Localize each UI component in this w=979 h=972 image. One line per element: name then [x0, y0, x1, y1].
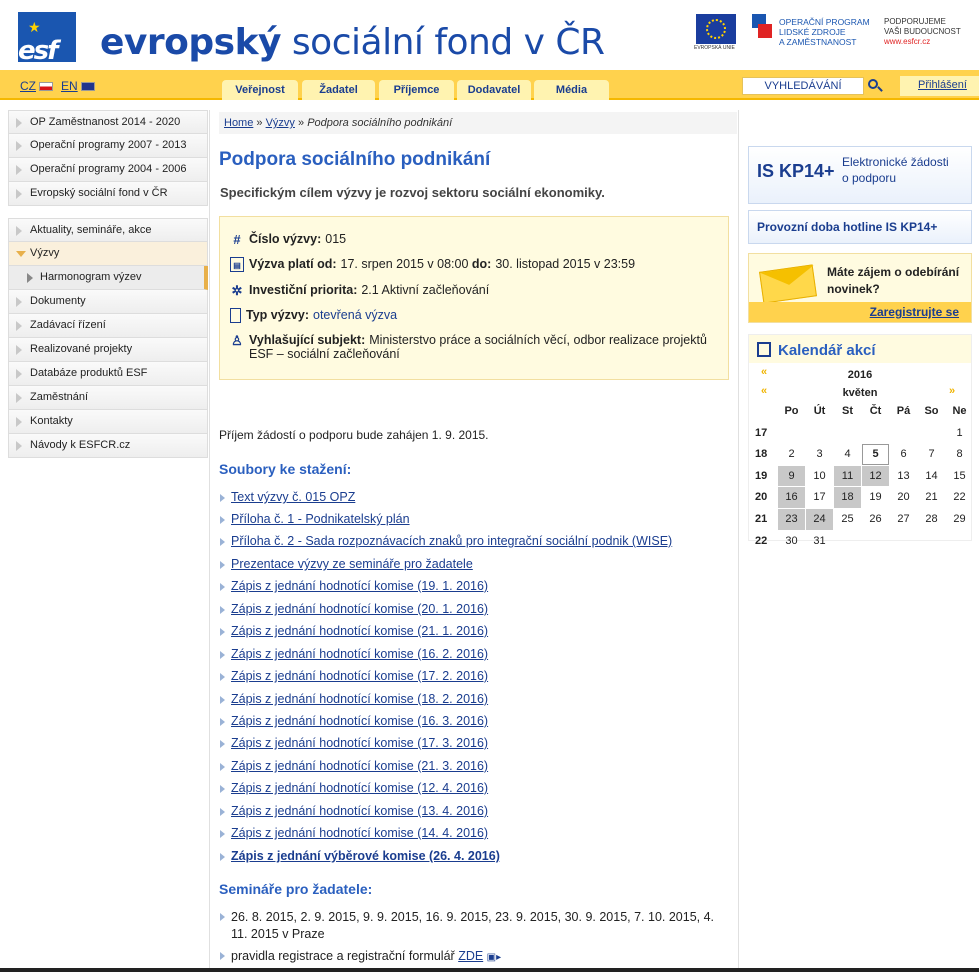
search-button[interactable] — [864, 76, 886, 96]
document-icon — [230, 308, 241, 323]
calendar-day[interactable]: 4 — [844, 448, 851, 461]
calendar-day[interactable]: 11 — [834, 466, 861, 487]
info-value: 015 — [325, 232, 347, 246]
calendar-empty — [918, 531, 945, 552]
sidebar-item-label: Zadávací řízení — [30, 319, 106, 331]
arrow-right-icon — [16, 345, 22, 355]
download-link[interactable]: Zápis z jednání hodnotící komise (20. 1. 2016) — [219, 602, 488, 616]
weekday-header: Pá — [896, 405, 911, 417]
tab-verejnost[interactable]: Veřejnost — [222, 80, 298, 100]
breadcrumb — [219, 112, 737, 134]
tab-zadatel[interactable]: Žadatel — [302, 80, 375, 100]
arrow-right-icon — [16, 321, 22, 331]
sidebar-item-label: OP Zaměstnanost 2014 - 2020 — [30, 116, 181, 128]
info-label: Typ výzvy: — [246, 308, 309, 322]
seminar-registration — [219, 948, 501, 966]
download-link[interactable]: Zápis z jednání výběrové komise (26. 4. 2016) — [219, 849, 500, 863]
intro-text: Příjem žádostí o podporu bude zahájen 1. 9. 2015. — [219, 428, 489, 442]
sidebar-item-label: Operační programy 2004 - 2006 — [30, 163, 187, 175]
seminar-reg-text: pravidla registrace a registrační formulář — [231, 949, 459, 963]
calendar-empty — [918, 423, 945, 444]
sidebar-item-label: Evropský sociální fond v ČR — [30, 187, 168, 199]
calendar-day[interactable]: 30 — [785, 534, 798, 547]
calendar-day[interactable]: 10 — [813, 469, 826, 482]
calendar-empty — [890, 423, 917, 444]
divider — [738, 110, 739, 972]
site-header — [0, 0, 979, 72]
arrow-right-icon — [16, 393, 22, 403]
arrow-down-icon — [16, 251, 26, 257]
calendar-header — [749, 335, 971, 363]
calendar-day[interactable]: 7 — [928, 448, 935, 461]
info-value: ESF – sociální začleňování — [249, 347, 400, 361]
download-link[interactable]: Zápis z jednání hodnotící komise (16. 3. 2016) — [219, 714, 488, 728]
cz-flag-icon — [39, 82, 53, 91]
kp14-title: IS KP14+ — [757, 161, 835, 181]
weekday-header: St — [842, 405, 853, 417]
newsletter-register-link[interactable]: Zaregistrujte se — [749, 302, 971, 322]
info-label: Vyhlašující subjekt: — [249, 333, 366, 347]
eu-flag-icon — [696, 14, 736, 44]
sidebar-item-label: Kontakty — [30, 415, 73, 427]
external-link-icon: ▣▸ — [486, 952, 502, 963]
arrow-right-icon — [16, 118, 22, 128]
weekday-header: So — [924, 405, 939, 417]
arrow-right-icon — [16, 297, 22, 307]
download-link[interactable]: Zápis z jednání hodnotící komise (14. 4. 2016) — [219, 826, 488, 840]
sidebar-main — [8, 218, 208, 458]
calendar-corner — [753, 401, 777, 422]
info-priority — [230, 283, 489, 298]
newsletter-question — [827, 264, 959, 298]
hash-icon: # — [233, 232, 241, 247]
sidebar-item-zadavaci-rizeni[interactable] — [8, 314, 208, 338]
calendar-day[interactable]: 12 — [862, 466, 889, 487]
star-icon: ✲ — [231, 283, 243, 298]
calendar-day[interactable]: 27 — [897, 512, 910, 525]
arrow-right-icon — [16, 369, 22, 379]
breadcrumb-sep: » — [298, 117, 305, 129]
calendar-day[interactable]: 17 — [813, 491, 826, 504]
lang-en-link[interactable] — [61, 79, 95, 93]
sidebar-item-label: Zaměstnání — [30, 391, 89, 403]
page-title: Podpora sociálního podnikání — [219, 149, 491, 170]
calendar-day[interactable]: 1 — [956, 426, 963, 439]
kp14-banner[interactable] — [748, 146, 972, 204]
support-url: www.esfcr.cz — [884, 37, 931, 46]
download-link[interactable]: Zápis z jednání hodnotící komise (17. 3. 2016) — [219, 736, 488, 750]
person-icon: ♙ — [231, 333, 243, 348]
sidebar-item-op-2004[interactable] — [8, 158, 208, 182]
info-value: 30. listopad 2015 v 23:59 — [495, 257, 636, 271]
op-text — [779, 17, 870, 47]
lang-cz-label: CZ — [20, 79, 36, 93]
info-label: Výzva platí od: — [249, 257, 337, 271]
breadcrumb-home[interactable]: Home — [224, 117, 254, 129]
prev-month-button[interactable]: « — [761, 385, 768, 397]
download-link[interactable]: Zápis z jednání hodnotící komise (21. 1. 2016) — [219, 624, 488, 638]
calendar-year: 2016 — [847, 369, 873, 381]
call-info-box — [219, 216, 729, 380]
calendar-day[interactable]: 16 — [778, 487, 805, 508]
calendar-day[interactable]: 8 — [956, 448, 963, 461]
info-call-number — [230, 232, 346, 247]
calendar-empty — [862, 531, 889, 552]
downloads-heading: Soubory ke stažení: — [219, 461, 352, 477]
op-logo-icon — [752, 14, 774, 48]
support-line: PODPORUJEME — [884, 17, 946, 26]
sidebar-item-databaze[interactable] — [8, 362, 208, 386]
calendar-empty — [806, 423, 833, 444]
sidebar-item-zamestnani[interactable] — [8, 386, 208, 410]
kp14-subtitle — [842, 154, 949, 186]
weekday-header: Ne — [952, 405, 967, 417]
week-number: 18 — [755, 448, 768, 461]
newsletter-question-line: Máte zájem o odebírání — [827, 265, 960, 279]
calendar-day[interactable]: 15 — [953, 469, 966, 482]
uk-flag-icon — [81, 82, 95, 91]
calendar-day[interactable]: 31 — [813, 534, 826, 547]
sidebar-item-label: Operační programy 2007 - 2013 — [30, 139, 187, 151]
esf-logo[interactable] — [18, 12, 76, 66]
kp14-subtitle-line: Elektronické žádosti — [842, 155, 949, 169]
sidebar-item-label: Realizované projekty — [30, 343, 133, 355]
newsletter-question-line: novinek? — [827, 282, 880, 296]
divider — [209, 110, 210, 972]
hotline-text: Provozní doba hotline IS KP14+ — [757, 220, 938, 234]
info-label: do: — [471, 257, 492, 271]
calendar-empty — [834, 531, 861, 552]
next-month-button[interactable]: » — [949, 385, 956, 397]
calendar-empty — [862, 423, 889, 444]
tab-prijemce[interactable]: Příjemce — [379, 80, 454, 100]
page-lead: Specifickým cílem výzvy je rozvoj sektoru sociální ekonomiky. — [220, 185, 605, 200]
calendar-day[interactable]: 24 — [806, 509, 833, 530]
calendar-day[interactable]: 9 — [778, 466, 805, 487]
breadcrumb-vyzvy[interactable]: Výzvy — [265, 117, 295, 129]
info-issuer — [230, 333, 707, 361]
prev-year-button[interactable]: « — [761, 366, 768, 378]
week-number: 20 — [755, 491, 768, 504]
calendar-day[interactable]: 3 — [816, 448, 823, 461]
calendar-icon: ▤ — [230, 257, 244, 272]
arrow-right-icon — [16, 417, 22, 427]
calendar-day[interactable]: 22 — [953, 491, 966, 504]
sidebar-item-op-zamestnanost[interactable] — [8, 110, 208, 134]
sidebar-item-harmonogram[interactable] — [8, 266, 208, 290]
sidebar-item-aktuality[interactable] — [8, 218, 208, 242]
week-number: 22 — [755, 534, 768, 547]
download-link[interactable]: Prezentace výzvy ze semináře pro žadatele — [219, 557, 473, 571]
download-link[interactable]: Příloha č. 2 - Sada rozpoznávacích znaků pro integrační sociální podnik (WISE) — [219, 534, 672, 548]
week-number: 17 — [755, 426, 768, 439]
arrow-right-icon — [16, 226, 22, 236]
calendar-title: Kalendář akcí — [778, 342, 876, 359]
calendar-grid — [753, 401, 973, 551]
login-link[interactable]: Přihlášení — [900, 76, 979, 96]
calendar-empty — [946, 531, 973, 552]
envelope-icon — [759, 264, 817, 303]
hotline-banner[interactable] — [748, 210, 972, 244]
calendar-empty — [890, 531, 917, 552]
info-value: 2.1 Aktivní začleňování — [361, 283, 490, 297]
sidebar-item-dokumenty[interactable] — [8, 290, 208, 314]
calendar-day[interactable]: 20 — [897, 491, 910, 504]
sidebar-item-vyzvy[interactable] — [8, 242, 208, 266]
download-link[interactable]: Text výzvy č. 015 OPZ — [219, 490, 355, 504]
sidebar-item-label: Harmonogram výzev — [40, 271, 142, 283]
download-link[interactable]: Příloha č. 1 - Podnikatelský plán — [219, 512, 410, 526]
week-number: 21 — [755, 512, 768, 525]
tab-media[interactable]: Média — [534, 80, 609, 100]
registration-link[interactable]: ZDE — [458, 949, 484, 963]
calendar-day[interactable]: 18 — [834, 487, 861, 508]
arrow-right-icon — [16, 141, 22, 151]
sidebar-item-esf-cr[interactable] — [8, 182, 208, 206]
site-title-bold: evropský — [100, 22, 281, 63]
site-title[interactable] — [100, 22, 605, 63]
download-link[interactable]: Zápis z jednání hodnotící komise (21. 3. 2016) — [219, 759, 488, 773]
download-link[interactable]: Zápis z jednání hodnotící komise (18. 2. 2016) — [219, 692, 488, 706]
sidebar-item-label: Aktuality, semináře, akce — [30, 224, 152, 236]
weekday-header: Čt — [869, 405, 882, 417]
event-calendar — [748, 334, 972, 547]
calendar-day[interactable]: 6 — [900, 448, 907, 461]
info-type — [230, 308, 397, 323]
op-line: LIDSKÉ ZDROJE — [779, 27, 846, 37]
breadcrumb-current: Podpora sociálního podnikání — [307, 117, 453, 129]
calendar-day[interactable]: 14 — [925, 469, 938, 482]
sidebar-item-projekty[interactable] — [8, 338, 208, 362]
esf-logo-text: esf — [18, 36, 57, 66]
download-link[interactable]: Zápis z jednání hodnotící komise (19. 1. 2016) — [219, 579, 488, 593]
site-title-rest: sociální fond v ČR — [280, 22, 605, 63]
calendar-empty — [778, 423, 805, 444]
calendar-day[interactable]: 5 — [862, 444, 889, 465]
lang-cz-link[interactable] — [20, 79, 53, 93]
calendar-day[interactable]: 29 — [953, 512, 966, 525]
calendar-day[interactable]: 28 — [925, 512, 938, 525]
calendar-day[interactable]: 23 — [778, 509, 805, 530]
calendar-day[interactable]: 26 — [869, 512, 882, 525]
info-validity — [230, 257, 635, 272]
seminars-heading: Semináře pro žadatele: — [219, 881, 373, 897]
info-value: Ministerstvo práce a sociálních věcí, odbor realizace projektů — [369, 333, 707, 347]
op-line: A ZAMĚSTNANOST — [779, 37, 857, 47]
newsletter-box — [748, 253, 972, 323]
calendar-day[interactable]: 19 — [869, 491, 882, 504]
sidebar-item-label: Dokumenty — [30, 295, 86, 307]
sidebar-item-navody[interactable] — [8, 434, 208, 458]
weekday-header: Út — [813, 405, 826, 417]
bottom-border — [0, 968, 979, 972]
calendar-icon — [757, 342, 771, 357]
sidebar-item-label: Databáze produktů ESF — [30, 367, 148, 379]
sidebar-programs — [8, 110, 208, 206]
download-link[interactable]: Zápis z jednání hodnotící komise (16. 2. 2016) — [219, 647, 488, 661]
eu-stars-icon: ★ — [28, 19, 41, 35]
sidebar-item-kontakty[interactable] — [8, 410, 208, 434]
calendar-month: květen — [842, 387, 878, 399]
arrow-right-icon — [27, 273, 33, 283]
calendar-empty — [834, 423, 861, 444]
sidebar-item-label: Návody k ESFCR.cz — [30, 439, 131, 451]
info-label: Investiční priorita: — [249, 283, 358, 297]
sidebar-item-op-2007[interactable] — [8, 134, 208, 158]
arrow-right-icon — [16, 441, 22, 451]
seminar-dates: 26. 8. 2015, 2. 9. 2015, 9. 9. 2015, 16. 9. 2015, 23. 9. 2015, 30. 9. 2015, 7. 10. 2015, 4. 11. 2015 v Praze — [219, 909, 729, 943]
week-number: 19 — [755, 469, 768, 482]
breadcrumb-sep: » — [256, 117, 263, 129]
download-link[interactable]: Zápis z jednání hodnotící komise (17. 2. 2016) — [219, 669, 488, 683]
info-value: 17. srpen 2015 v 08:00 — [340, 257, 469, 271]
search-input[interactable]: VYHLEDÁVÁNÍ — [742, 77, 864, 95]
support-line: VAŠI BUDOUCNOST — [884, 27, 961, 36]
download-link[interactable]: Zápis z jednání hodnotící komise (12. 4. 2016) — [219, 781, 488, 795]
sidebar-item-label: Výzvy — [30, 247, 60, 259]
arrow-right-icon — [16, 189, 22, 199]
op-line: OPERAČNÍ PROGRAM — [779, 17, 870, 27]
lang-en-label: EN — [61, 79, 78, 93]
support-text — [884, 17, 961, 47]
calendar-day[interactable]: 21 — [925, 491, 938, 504]
arrow-right-icon — [16, 165, 22, 175]
info-value: otevřená výzva — [313, 308, 398, 322]
download-link[interactable]: Zápis z jednání hodnotící komise (13. 4. 2016) — [219, 804, 488, 818]
calendar-day[interactable]: 25 — [841, 512, 854, 525]
calendar-day[interactable]: 2 — [788, 448, 795, 461]
kp14-subtitle-line: o podporu — [842, 171, 897, 185]
info-label: Číslo výzvy: — [249, 232, 322, 246]
calendar-day[interactable]: 13 — [897, 469, 910, 482]
weekday-header: Po — [784, 405, 799, 417]
eu-caption: EVROPSKÁ UNIE — [694, 45, 735, 51]
tab-dodavatel[interactable]: Dodavatel — [457, 80, 531, 100]
